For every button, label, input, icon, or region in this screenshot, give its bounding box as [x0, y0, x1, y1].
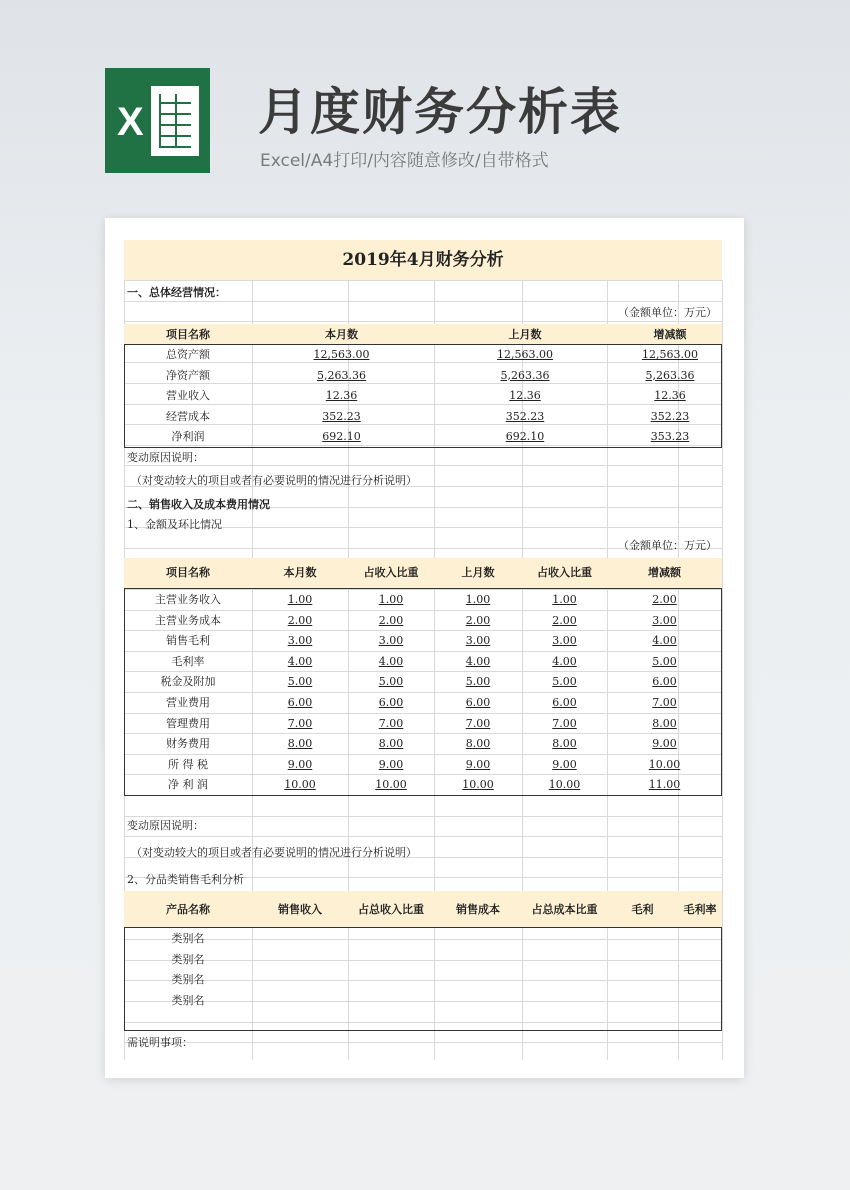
row-label: 主营业务成本	[155, 613, 221, 627]
section2-col-header: 增减额	[648, 566, 681, 579]
cell-value: 5.00	[552, 675, 577, 689]
row-label: 营业收入	[166, 389, 210, 403]
cell-value: 4.00	[652, 634, 677, 648]
section3-col-header: 毛利率	[683, 903, 717, 916]
section3-col-header: 产品名称	[166, 903, 210, 916]
section2-col-header: 项目名称	[166, 566, 210, 579]
cell-value: 4.00	[378, 654, 404, 668]
section3-col-header: 毛利	[631, 903, 654, 916]
page-subtitle: Excel/A4打印/内容随意修改/自带格式	[260, 151, 549, 171]
cell-value: 9.00	[287, 757, 313, 771]
row-label: 净利润	[171, 430, 205, 444]
row-label: 类别名	[171, 993, 205, 1007]
section2-col-header: 占收入比重	[537, 566, 592, 579]
section1-col-header: 本月数	[325, 328, 358, 341]
cell-value: 7.00	[465, 716, 491, 730]
cell-value: 6.00	[552, 696, 577, 709]
footer-note: 需说明事项：	[127, 1036, 193, 1049]
cell-value: 12,563.00	[497, 348, 553, 361]
cell-value: 9.00	[652, 737, 677, 751]
cell-value: 353.23	[650, 430, 690, 444]
cell-value: 12,563.00	[313, 348, 370, 361]
row-label: 类别名	[171, 973, 205, 987]
row-label: 财务费用	[166, 737, 210, 751]
sheet-title: 2019年4月财务分析	[342, 250, 504, 270]
cell-value: 8.00	[378, 737, 404, 751]
cell-value: 8.00	[552, 737, 577, 751]
section2-col-header: 上月数	[461, 566, 495, 579]
cell-value: 8.00	[652, 716, 677, 730]
cell-value: 2.00	[465, 613, 491, 627]
section1-note-text: （对变动较大的项目或者有必要说明的情况进行分析说明）	[131, 474, 417, 487]
row-label: 类别名	[171, 952, 205, 966]
row-label: 税金及附加	[160, 675, 216, 689]
section1-note-label: 变动原因说明：	[127, 451, 204, 464]
section2-col-header: 占收入比重	[363, 566, 419, 579]
row-label: 类别名	[171, 932, 205, 945]
spreadsheet-preview	[105, 218, 744, 1078]
cell-value: 10.00	[375, 778, 407, 792]
cell-value: 3.00	[552, 634, 577, 648]
cell-value: 6.00	[378, 696, 404, 709]
row-label: 经营成本	[166, 409, 210, 423]
row-label: 净 利 润	[168, 778, 208, 792]
row-label: 主营业务收入	[155, 593, 221, 606]
cell-value: 692.10	[322, 430, 361, 444]
cell-value: 7.00	[552, 716, 577, 730]
cell-value: 8.00	[287, 737, 313, 751]
cell-value: 352.23	[322, 409, 361, 423]
gridline-h	[124, 816, 722, 817]
cell-value: 5,263.36	[645, 368, 695, 382]
row-label: 总资产额	[166, 348, 210, 361]
cell-value: 2.00	[652, 593, 677, 606]
cell-value: 4.00	[287, 654, 313, 668]
row-label: 管理费用	[166, 716, 210, 730]
cell-value: 1.00	[552, 593, 577, 606]
cell-value: 10.00	[648, 757, 681, 771]
cell-value: 1.00	[378, 593, 404, 606]
excel-grid-icon	[159, 94, 191, 148]
cell-value: 2.00	[287, 613, 313, 627]
cell-value: 3.00	[652, 613, 677, 627]
cell-value: 5.00	[287, 675, 313, 689]
section2-heading: 二、销售收入及成本费用情况	[127, 498, 270, 511]
section1-heading: 一、总体经营情况：	[127, 286, 226, 299]
cell-value: 10.00	[548, 778, 581, 792]
row-label: 毛利率	[171, 654, 205, 668]
cell-value: 5.00	[465, 675, 491, 689]
cell-value: 4.00	[552, 654, 577, 668]
gridline-h	[124, 465, 722, 466]
section1-unit: （金额单位：万元）	[618, 306, 717, 319]
cell-value: 3.00	[287, 634, 313, 648]
cell-value: 6.00	[465, 696, 491, 709]
cell-value: 3.00	[378, 634, 404, 648]
excel-logo-icon	[105, 68, 210, 173]
gridline-h	[124, 280, 722, 281]
section1-col-header: 增减额	[653, 328, 687, 341]
section1-col-header: 上月数	[508, 328, 542, 341]
gridline-h	[124, 836, 722, 837]
cell-value: 5.00	[652, 654, 677, 668]
section1-col-header: 项目名称	[166, 328, 210, 341]
cell-value: 10.00	[284, 778, 316, 792]
section2-unit: （金额单位：万元）	[618, 539, 717, 552]
cell-value: 10.00	[462, 778, 494, 792]
cell-value: 4.00	[465, 654, 491, 668]
cell-value: 5,263.36	[500, 368, 550, 382]
row-label: 净资产额	[166, 368, 210, 382]
cell-value: 2.00	[552, 613, 577, 627]
cell-value: 7.00	[287, 716, 313, 730]
section3-col-header: 占总成本比重	[531, 903, 598, 916]
row-label: 营业费用	[166, 696, 210, 709]
cell-value: 12.36	[509, 389, 541, 403]
row-label: 所 得 税	[168, 757, 208, 771]
section2-note-label: 变动原因说明：	[127, 819, 204, 832]
section3-col-header: 销售成本	[456, 903, 500, 916]
cell-value: 1.00	[287, 593, 313, 606]
cell-value: 12.36	[654, 389, 686, 403]
cell-value: 5.00	[378, 675, 404, 689]
cell-value: 9.00	[552, 757, 577, 771]
cell-value: 352.23	[650, 409, 690, 423]
section2-col-header: 本月数	[283, 566, 317, 579]
gridline-h	[124, 1042, 722, 1043]
cell-value: 12,563.00	[642, 348, 698, 361]
cell-value: 3.00	[465, 634, 491, 648]
cell-value: 5,263.36	[317, 368, 366, 382]
cell-value: 2.00	[378, 613, 404, 627]
cell-value: 1.00	[465, 593, 491, 606]
cell-value: 9.00	[378, 757, 404, 771]
section2-sub2: 2、分品类销售毛利分析	[127, 873, 244, 886]
page-title: 月度财务分析表	[258, 83, 622, 141]
cell-value: 692.10	[505, 430, 545, 444]
row-label: 销售毛利	[166, 634, 210, 648]
cell-value: 6.00	[287, 696, 313, 709]
cell-value: 9.00	[465, 757, 491, 771]
section3-col-header: 占总收入比重	[358, 903, 424, 916]
cell-value: 352.23	[505, 409, 545, 423]
cell-value: 7.00	[378, 716, 404, 730]
cell-value: 11.00	[648, 778, 681, 792]
section3-col-header: 销售收入	[278, 903, 322, 916]
section2-sub1: 1、金额及环比情况	[127, 518, 222, 531]
section2-note-text: （对变动较大的项目或者有必要说明的情况进行分析说明）	[131, 846, 417, 859]
cell-value: 12.36	[325, 389, 358, 403]
cell-value: 7.00	[652, 696, 677, 709]
cell-value: 8.00	[465, 737, 491, 751]
cell-value: 6.00	[652, 675, 677, 689]
excel-letter: X	[117, 100, 144, 144]
